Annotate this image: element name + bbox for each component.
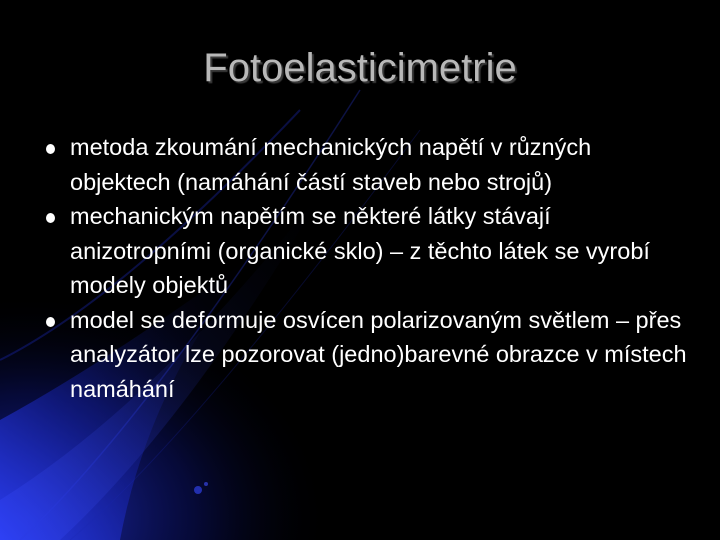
bullet-text: metoda zkoumání mechanických napětí v různých objektech (namáhání částí staveb nebo strojů) xyxy=(70,134,592,195)
bullet-text: model se deformuje osvícen polarizovaným světlem – přes analyzátor lze pozorovat (jedno)barevné obrazce v místech namáhání xyxy=(70,306,687,402)
bullet-item xyxy=(44,303,694,407)
bullet-dot-icon xyxy=(46,213,55,223)
bullet-dot-icon xyxy=(46,317,55,327)
bullet-list xyxy=(44,130,694,406)
bullet-text: mechanickým napětím se některé látky stávají anizotropními (organické sklo) – z těchto látek se vyrobí modely objektů xyxy=(70,203,650,298)
bullet-item xyxy=(44,199,694,303)
bullet-item xyxy=(44,130,694,199)
bullet-dot-icon xyxy=(46,144,55,154)
slide-title: Fotoelasticimetrie xyxy=(203,46,517,90)
